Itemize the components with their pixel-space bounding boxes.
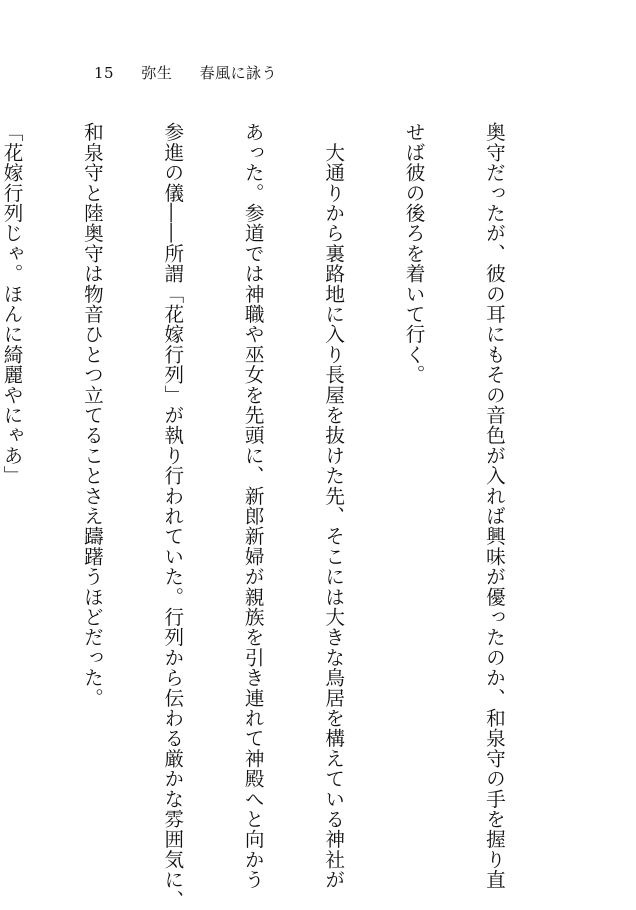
text-line: 和泉守と陸奥守は物音ひとつ立てることさえ躊躇うほどだった。	[80, 122, 104, 708]
chapter-title: 弥生	[141, 64, 173, 82]
page-number: 15	[94, 64, 115, 82]
page-header	[94, 62, 277, 83]
text-line: 参進の儀――所謂「花嫁行列」が執り行われていた。行列から伝わる厳かな雰囲気に、	[160, 122, 184, 910]
story-title: 春風に詠う	[199, 64, 278, 82]
text-line: あった。参道では神職や巫女を先頭に、新郎新婦が親族を引き連れて神殿へと向かう	[241, 122, 265, 890]
text-line: 奥守だったが、彼の耳にもその音色が入れば興味が優ったのか、和泉守の手を握り直	[482, 122, 506, 890]
text-line: 「花嫁行列じゃ。ほんに綺麗やにゃあ」	[0, 122, 24, 486]
text-line: せば彼の後ろを着いて行く。	[402, 122, 426, 385]
vertical-body-text	[0, 122, 560, 910]
text-line: 大通りから裏路地に入り長屋を抜けた先、そこには大きな鳥居を構えている神社が	[321, 122, 345, 890]
